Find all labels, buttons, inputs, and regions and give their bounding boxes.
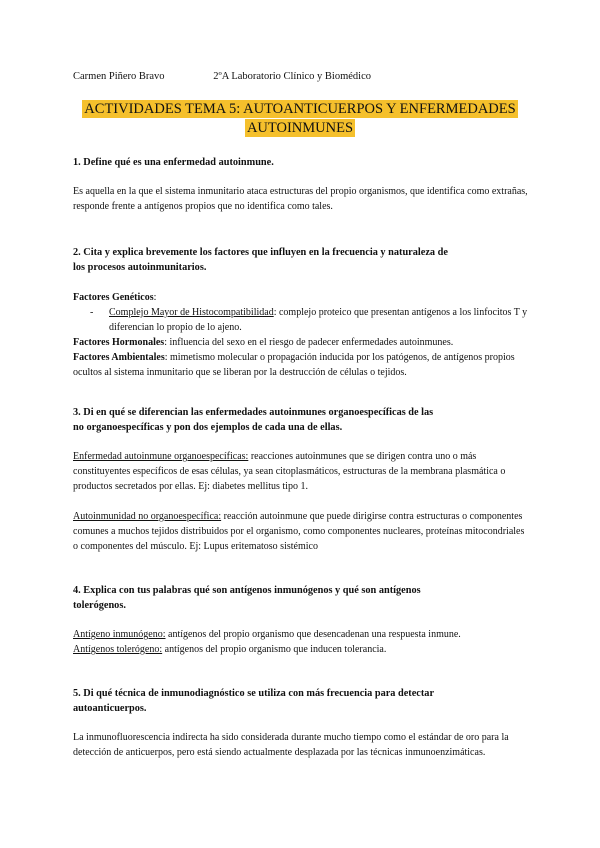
question-4-line-2: tolerógenos. (73, 600, 126, 611)
answer-4-block (73, 627, 528, 657)
hormonal-factors (73, 335, 528, 350)
question-4 (73, 583, 528, 613)
answer-5: La inmunofluorescencia indirecta ha sido considerada durante mucho tiempo como el estándar de oro para la detección de anticuerpos, pero está siendo actualmente desplazada por las técnicas inmunoenzimáticas. (73, 732, 509, 758)
immunogen-answer (73, 627, 528, 642)
environmental-factors (73, 350, 528, 380)
mhc-text: : complejo proteico que presentan antígenos a los linfocitos T y diferencian lo propio de lo ajeno. (109, 307, 528, 333)
course-name: 2ºA Laboratorio Clínico y Biomédico (213, 71, 372, 82)
non-organ-specific-label: Autoinmunidad no organoespecífica: (73, 511, 222, 522)
question-5 (73, 686, 528, 716)
answer-1: Es aquella en la que el sistema inmunitario ataca estructuras del propio organismos, que identifica como extrañas, responde frente a antígenos propios que no identifica como tales. (73, 186, 528, 212)
answer-2-block (73, 290, 528, 380)
document-header (73, 71, 371, 82)
non-organ-specific-answer (73, 509, 528, 554)
answer-1-block (73, 184, 528, 214)
non-organ-specific-text: reacción autoinmune que puede dirigirse contra estructuras o componentes comunes a muchos tejidos distribuidos por el organismo, como componentes nucleares, proteínas mitocondriales o componentes del músculo. Ej: Lupus eritematoso sistémico (73, 511, 525, 552)
organ-specific-label: Enfermedad autoinmune organoespecíficas: (73, 451, 249, 462)
question-2 (73, 245, 528, 275)
tolerogen-answer (73, 642, 528, 657)
question-5-line-2: autoanticuerpos. (73, 703, 147, 714)
hormonal-factors-text: : influencia del sexo en el riesgo de padecer enfermedades autoinmunes. (164, 337, 454, 348)
answer-3b-block (73, 509, 528, 554)
question-4-block (73, 583, 528, 613)
answer-5-block (73, 730, 528, 760)
question-2-line-2: los procesos autoinmunitarios. (73, 262, 207, 273)
genetic-factors-list (73, 305, 528, 335)
question-5-block (73, 686, 528, 716)
question-3-block (73, 405, 528, 435)
question-1: 1. Define qué es una enfermedad autoinmune. (73, 157, 274, 168)
question-5-line-1: 5. Di qué técnica de inmunodiagnóstico se utiliza con más frecuencia para detectar (73, 688, 435, 699)
title-line-1: ACTIVIDADES TEMA 5: AUTOANTICUERPOS Y ENFERMEDADES (84, 101, 516, 117)
immunogen-text: antígenos del propio organismo que desencadenan una respuesta inmune. (165, 629, 461, 640)
question-3 (73, 405, 528, 435)
environmental-factors-text: : mimetismo molecular o propagación inducida por los patógenos, de antígenos propios ocultos al sistema inmunitario que se liberan por la destrucción de células o tejidos. (73, 352, 515, 378)
genetic-factors-colon: : (153, 292, 157, 303)
genetic-factors (73, 290, 528, 305)
author-name: Carmen Piñero Bravo (73, 71, 165, 82)
environmental-factors-label: Factores Ambientales (73, 352, 165, 363)
genetic-factors-label: Factores Genéticos (73, 292, 154, 303)
document-title (60, 100, 540, 138)
mhc-label: Complejo Mayor de Histocompatibilidad (109, 307, 274, 318)
organ-specific-text: reacciones autoinmunes que se dirigen contra uno o más constituyentes específicos de esas células, ya sean citoplasmáticos, estructuras de la membrana plasmática o productos secretados por ellas. Ej: diabetes mellitus tipo 1. (73, 451, 506, 492)
organ-specific-answer (73, 449, 528, 494)
question-1-block (73, 155, 528, 170)
question-2-line-1: 2. Cita y explica brevemente los factores que influyen en la frecuencia y naturaleza de (73, 247, 448, 258)
answer-3a-block (73, 449, 528, 494)
list-item (109, 305, 528, 335)
tolerogen-text: antígenos del propio organismo que inducen tolerancia. (162, 644, 387, 655)
immunogen-label: Antígeno inmunógeno: (73, 629, 166, 640)
hormonal-factors-label: Factores Hormonales (73, 337, 165, 348)
question-3-line-1: 3. Di en qué se diferencian las enfermedades autoinmunes organoespecíficas de las (73, 407, 434, 418)
question-2-block (73, 245, 528, 275)
question-4-line-1: 4. Explica con tus palabras qué son antígenos inmunógenos y qué son antígenos (73, 585, 421, 596)
question-3-line-2: no organoespecíficas y pon dos ejemplos de cada una de ellas. (73, 422, 343, 433)
tolerogen-label: Antígenos tolerógeno: (73, 644, 163, 655)
title-line-2: AUTOINMUNES (246, 120, 354, 136)
